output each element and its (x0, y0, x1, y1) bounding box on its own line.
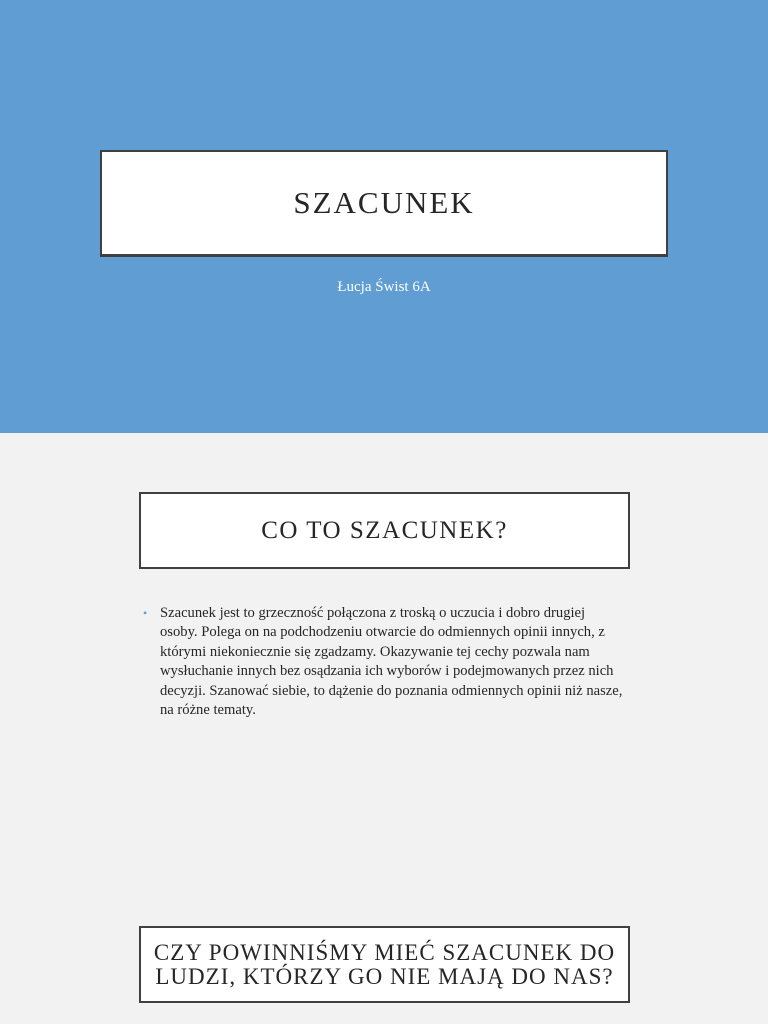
bullet-list (143, 604, 623, 720)
title-slide (0, 0, 768, 433)
question-heading-box (139, 926, 630, 1003)
slide-title: SZACUNEK (293, 185, 475, 220)
bullet-dot-icon: • (143, 606, 148, 620)
bullet-text: Szacunek jest to grzeczność połączona z troską o uczucia i dobro drugiej osoby. Polega on na podchodzeniu otwarcie do odmiennych opinii innych, z którymi niekoniecznie się zgadzamy. Okazywanie tej cechy pozwala nam wysłuchanie innych bez osądzania ich wyborów i podejmowanych przez nich decyzji. Szanować siebie, to dążenie do poznania odmiennych opinii niż nasze, na różne tematy. (160, 605, 623, 719)
question-heading: CZY POWINNIŚMY MIEĆ SZACUNEK DO LUDZI, KTÓRZY GO NIE MAJĄ DO NAS? (153, 939, 616, 989)
slide-subtitle: Łucja Świst 6A (337, 279, 431, 295)
heading-box (139, 492, 630, 569)
title-box (100, 150, 668, 257)
slide-heading: CO TO SZACUNEK? (261, 516, 508, 544)
